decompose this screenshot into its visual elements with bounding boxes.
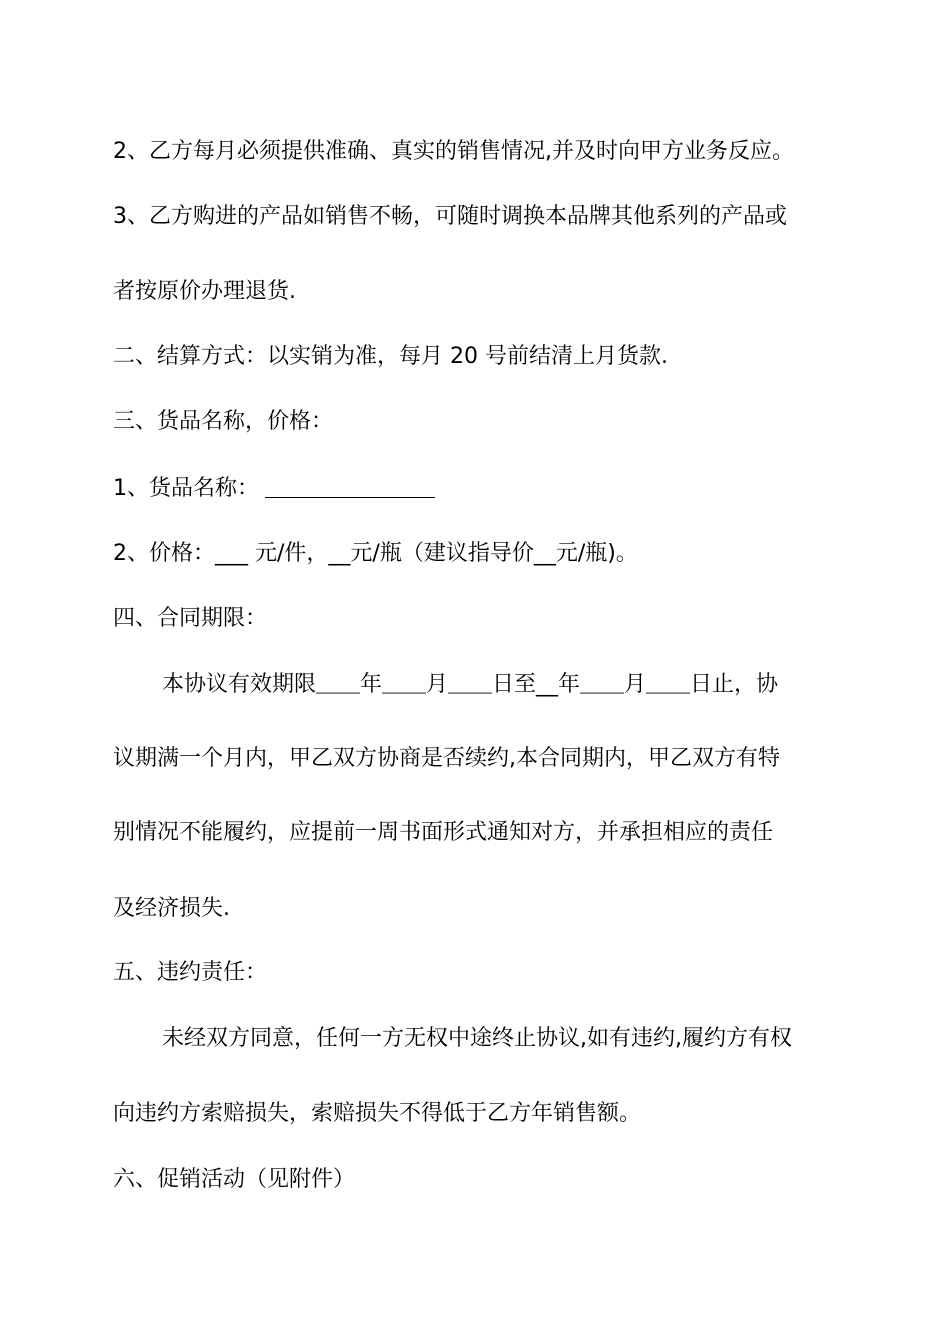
term-paragraph-2: 议期满一个月内，甲乙双方协商是否续约,本合同期内，甲乙双方有特 (113, 746, 780, 771)
clause-3-exchange-cont: 者按原价办理退货. (113, 279, 296, 304)
clause-3-exchange: 3、乙方购进的产品如销售不畅，可随时调换本品牌其他系列的产品或 (113, 204, 787, 229)
price-line: 2、价格：___ 元/件，__元/瓶（建议指导价__元/瓶)。 (113, 541, 638, 566)
goods-name-line (113, 474, 853, 504)
goods-name-label: 1、货品名称： (113, 476, 259, 501)
goods-name-blank (265, 475, 435, 498)
section-2-settlement: 二、结算方式：以实销为准，每月 20 号前结清上月货款. (113, 344, 668, 369)
term-paragraph-4: 及经济损失. (113, 896, 230, 921)
term-paragraph-1: 本协议有效期限＿＿年＿＿月＿＿日至__年＿＿月＿＿日止，协 (162, 672, 779, 697)
section-6-heading: 六、促销活动（见附件） (113, 1167, 356, 1192)
term-paragraph-3: 别情况不能履约，应提前一周书面形式通知对方，并承担相应的责任 (113, 820, 774, 845)
liability-paragraph-2: 向违约方索赔损失，索赔损失不得低于乙方年销售额。 (113, 1101, 642, 1126)
section-5-heading: 五、违约责任： (113, 960, 268, 985)
liability-paragraph-1: 未经双方同意，任何一方无权中途终止协议,如有违约,履约方有权 (162, 1026, 792, 1051)
section-4-heading: 四、合同期限： (113, 606, 268, 631)
section-3-heading: 三、货品名称，价格： (113, 409, 334, 434)
clause-2-sales-report: 2、乙方每月必须提供准确、真实的销售情况,并及时向甲方业务反应。 (113, 139, 794, 164)
